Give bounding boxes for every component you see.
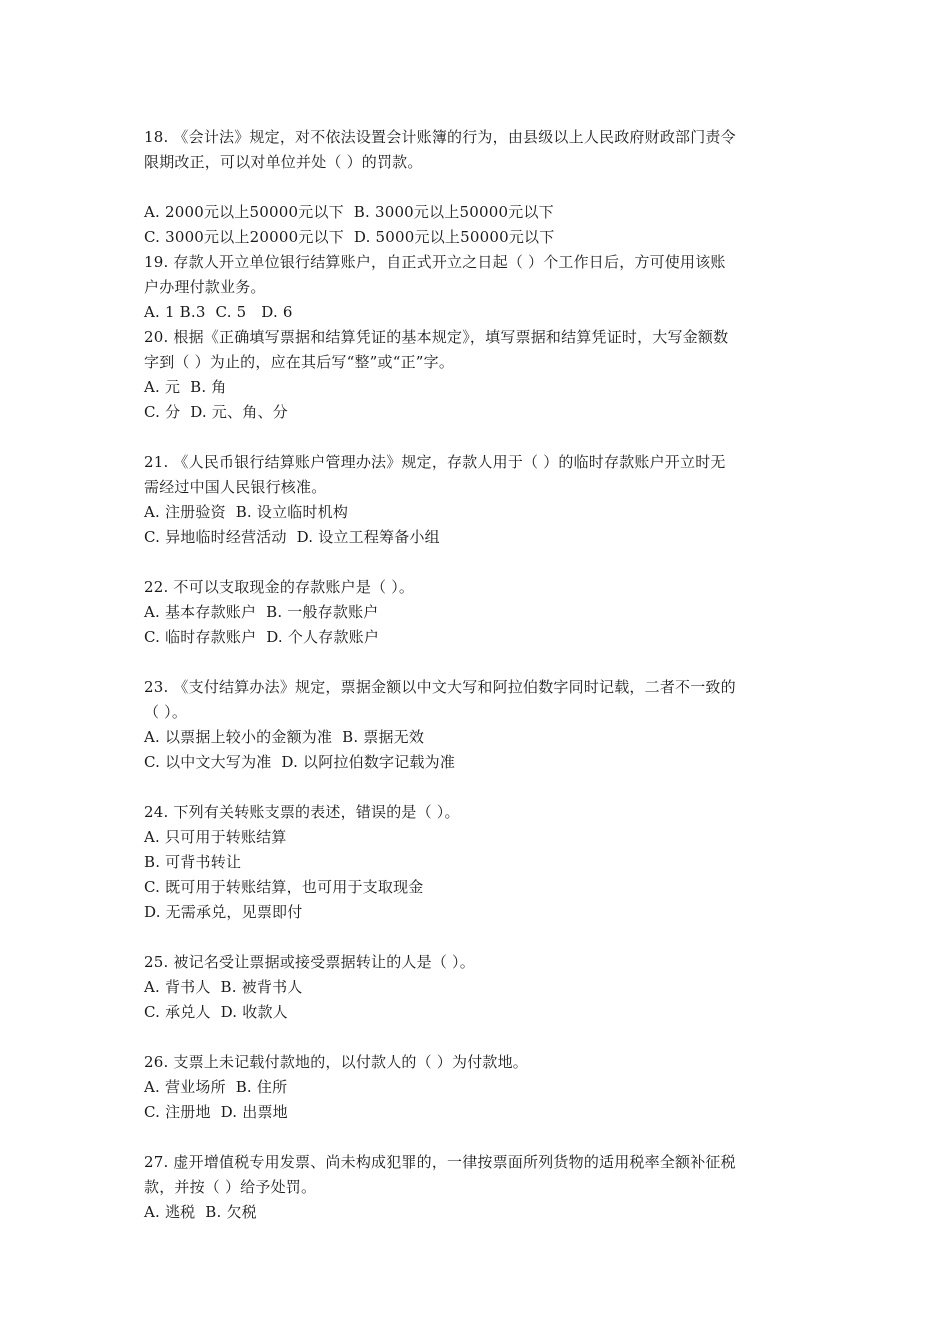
blank-line [144,1125,810,1150]
blank-line [144,425,810,450]
text-line: 23. 《支付结算办法》规定，票据金额以中文大写和阿拉伯数字同时记载，二者不一致的 [144,678,736,696]
text-line: A. 背书人 B. 被背书人 [144,978,303,996]
text-line: B. 可背书转让 [144,853,242,871]
text-line: A. 2000元以上50000元以下 B. 3000元以上50000元以下 [144,203,554,221]
text-line: C. 既可用于转账结算，也可用于支取现金 [144,878,424,896]
text-line: A. 以票据上较小的金额为准 B. 票据无效 [144,728,425,746]
blank-line [144,550,810,575]
text-line: 24. 下列有关转账支票的表述，错误的是（ ）。 [144,803,460,821]
text-line: C. 注册地 D. 出票地 [144,1103,288,1121]
text-line: 户办理付款业务。 [144,278,266,296]
text-line: C. 3000元以上20000元以下 D. 5000元以上50000元以下 [144,228,555,246]
text-line: （ ）。 [144,703,188,721]
document-page [144,125,810,1225]
text-line: A. 元 B. 角 [144,378,227,396]
blank-line [144,775,810,800]
text-line: 22. 不可以支取现金的存款账户是（ ）。 [144,578,415,596]
text-line: 21. 《人民币银行结算账户管理办法》规定，存款人用于（ ）的临时存款账户开立时无 [144,453,726,471]
blank-line [144,1025,810,1050]
text-line: C. 以中文大写为准 D. 以阿拉伯数字记载为准 [144,753,456,771]
blank-line [144,925,810,950]
text-line: C. 异地临时经营活动 D. 设立工程筹备小组 [144,528,440,546]
text-line: A. 逃税 B. 欠税 [144,1203,257,1221]
text-line: C. 分 D. 元、角、分 [144,403,288,421]
text-line: C. 临时存款账户 D. 个人存款账户 [144,628,380,646]
blank-line [144,650,810,675]
text-line: 款，并按（ ）给予处罚。 [144,1178,317,1196]
text-line: 19. 存款人开立单位银行结算账户，自正式开立之日起（ ）个工作日后，方可使用该账 [144,253,726,271]
text-line: 27. 虚开增值税专用发票、尚未构成犯罪的，一律按票面所列货物的适用税率全额补征税 [144,1153,736,1171]
text-line: A. 1 B.3 C. 5 D. 6 [144,303,293,321]
text-line: 26. 支票上未记载付款地的，以付款人的（ ）为付款地。 [144,1053,528,1071]
text-line: A. 基本存款账户 B. 一般存款账户 [144,603,379,621]
text-line: 限期改正，可以对单位并处（ ）的罚款。 [144,153,423,171]
text-line: A. 营业场所 B. 住所 [144,1078,288,1096]
text-line: 25. 被记名受让票据或接受票据转让的人是（ ）。 [144,953,475,971]
text-line: 20. 根据《正确填写票据和结算凭证的基本规定》，填写票据和结算凭证时，大写金额数 [144,328,729,346]
text-line: D. 无需承兑，见票即付 [144,903,303,921]
text-line: A. 只可用于转账结算 [144,828,287,846]
text-line: 字到（ ）为止的，应在其后写“整”或“正”字。 [144,353,455,371]
text-line: C. 承兑人 D. 收款人 [144,1003,288,1021]
text-line: 18. 《会计法》规定，对不依法设置会计账簿的行为，由县级以上人民政府财政部门责令 [144,128,736,146]
text-line: 需经过中国人民银行核准。 [144,478,327,496]
blank-line [144,175,810,200]
text-line: A. 注册验资 B. 设立临时机构 [144,503,349,521]
